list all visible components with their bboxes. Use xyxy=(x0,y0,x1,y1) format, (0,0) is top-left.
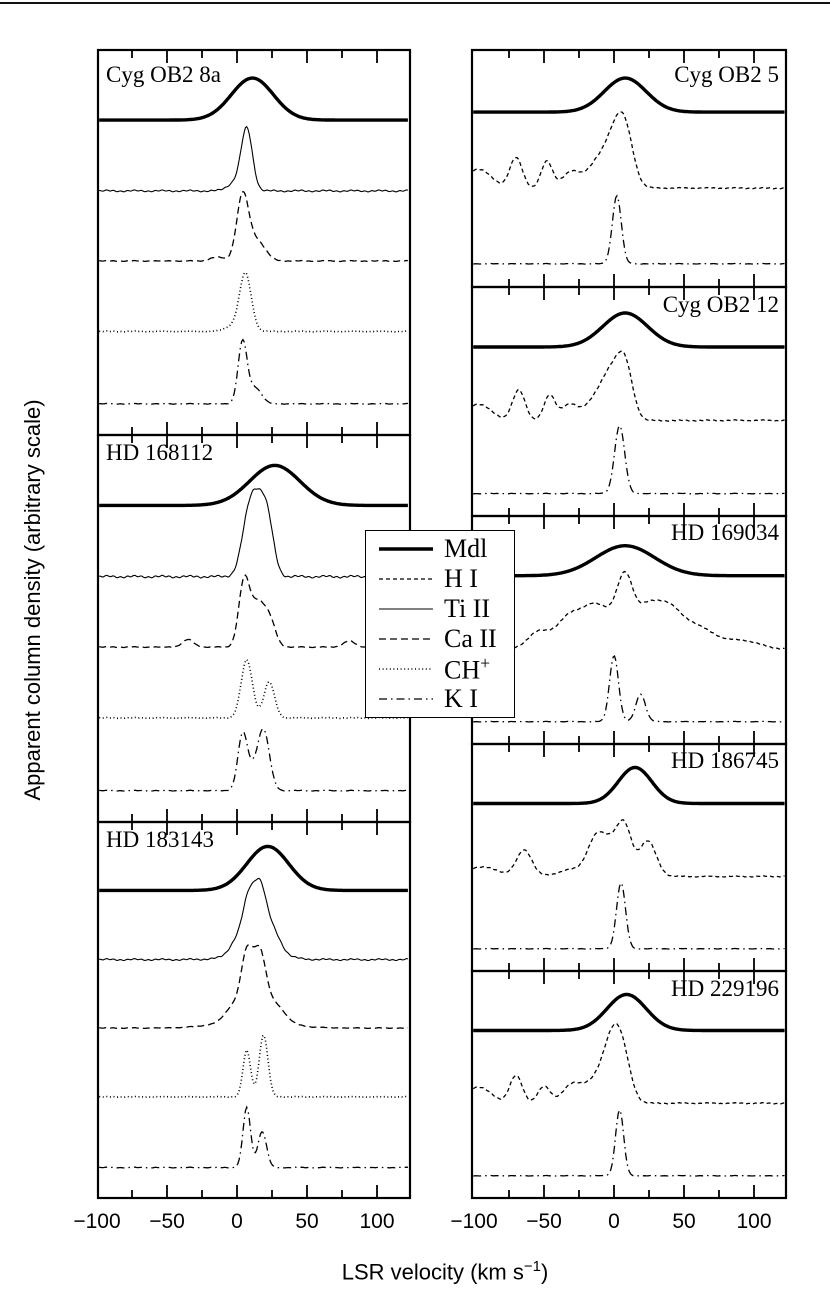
curve-KI xyxy=(99,340,408,405)
panel-hd-183143 xyxy=(98,822,410,1198)
curve-CaII xyxy=(99,575,408,647)
curve-TiII xyxy=(99,489,408,578)
x-tick-label: 0 xyxy=(231,1210,243,1233)
curve-TiII xyxy=(99,127,408,192)
curve-Mdl xyxy=(99,465,408,505)
panel-border xyxy=(98,50,410,435)
legend-entry-caii xyxy=(366,624,514,654)
legend-entry-hi xyxy=(366,564,514,594)
x-axis-label xyxy=(285,1258,605,1285)
x-tick-label: 100 xyxy=(359,1210,395,1233)
panel-hd-186745 xyxy=(472,744,786,971)
x-tick-label: 50 xyxy=(672,1210,696,1233)
curve-HI xyxy=(473,820,784,877)
legend-label-chp: CH+ xyxy=(444,652,491,685)
legend-label-mdl: Mdl xyxy=(444,534,488,563)
curve-CaII xyxy=(99,192,408,262)
curve-KI xyxy=(473,656,784,722)
panel-cyg-ob2-12 xyxy=(472,287,786,516)
panel-title-cyg-ob2-12: Cyg OB2 12 xyxy=(662,292,779,317)
panel-border xyxy=(472,287,786,516)
curve-HI xyxy=(473,112,784,189)
legend-label-caii: Ca II xyxy=(444,624,497,653)
legend-label-ki: K I xyxy=(444,684,478,713)
curve-KI xyxy=(473,196,784,264)
legend-line-sample-ki xyxy=(377,694,435,704)
curve-Mdl xyxy=(473,546,784,576)
x-tick-label: −100 xyxy=(73,1210,121,1233)
panel-title-hd-168112: HD 168112 xyxy=(106,440,214,465)
x-axis-label-text: LSR velocity (km s xyxy=(341,1259,524,1285)
legend-line-sample-tiii xyxy=(377,604,435,614)
panel-hd-168112 xyxy=(98,435,410,822)
panel-title-hd-229196: HD 229196 xyxy=(671,976,779,1001)
curve-CHp xyxy=(99,1036,408,1098)
legend-line-sample-mdl xyxy=(377,544,435,554)
legend xyxy=(365,530,515,718)
x-tick-label: 0 xyxy=(608,1210,620,1233)
x-tick-label: −100 xyxy=(450,1210,498,1233)
x-tick-label: 100 xyxy=(736,1210,772,1233)
curve-CHp xyxy=(99,272,408,332)
panel-title-cyg-ob2-5: Cyg OB2 5 xyxy=(674,62,779,87)
legend-entry-tiii xyxy=(366,594,514,624)
curve-Mdl xyxy=(99,846,408,890)
legend-label-hi: H I xyxy=(444,564,478,593)
curve-CHp xyxy=(99,660,408,719)
legend-line-sample-chp xyxy=(377,664,435,674)
panel-title-cyg-ob2-8a: Cyg OB2 8a xyxy=(106,62,221,87)
x-axis-label-sup: −1 xyxy=(523,1258,541,1275)
legend-entry-chp xyxy=(366,654,514,684)
panel-title-hd-169034: HD 169034 xyxy=(671,520,779,545)
panel-title-hd-186745: HD 186745 xyxy=(671,748,779,773)
curve-KI xyxy=(99,1107,408,1168)
x-tick-label: −50 xyxy=(526,1210,562,1233)
curve-HI xyxy=(473,351,784,421)
x-tick-label: −50 xyxy=(149,1210,185,1233)
x-axis-label-close: ) xyxy=(540,1259,549,1285)
legend-entry-mdl xyxy=(366,534,514,564)
curve-HI xyxy=(473,1023,784,1104)
curve-KI xyxy=(473,1110,784,1176)
panel-border xyxy=(472,516,786,744)
panel-border xyxy=(98,822,410,1198)
panel-border xyxy=(472,971,786,1198)
y-axis-label: Apparent column density (arbitrary scale) xyxy=(20,399,45,801)
legend-label-tiii: Ti II xyxy=(444,594,491,623)
curve-HI xyxy=(473,572,784,650)
curve-KI xyxy=(473,883,784,949)
curve-KI xyxy=(99,729,408,791)
curve-KI xyxy=(473,426,784,494)
panel-border xyxy=(98,435,410,822)
panel-title-hd-183143: HD 183143 xyxy=(106,827,214,852)
panel-cyg-ob2-8a xyxy=(98,50,410,435)
legend-line-sample-caii xyxy=(377,634,435,644)
legend-line-sample-hi xyxy=(377,574,435,584)
curve-Mdl xyxy=(473,313,784,347)
x-tick-label: 50 xyxy=(295,1210,319,1233)
panel-hd-169034 xyxy=(472,516,786,744)
panel-hd-229196 xyxy=(472,971,786,1198)
legend-entry-ki xyxy=(366,684,514,714)
curve-CaII xyxy=(99,945,408,1028)
